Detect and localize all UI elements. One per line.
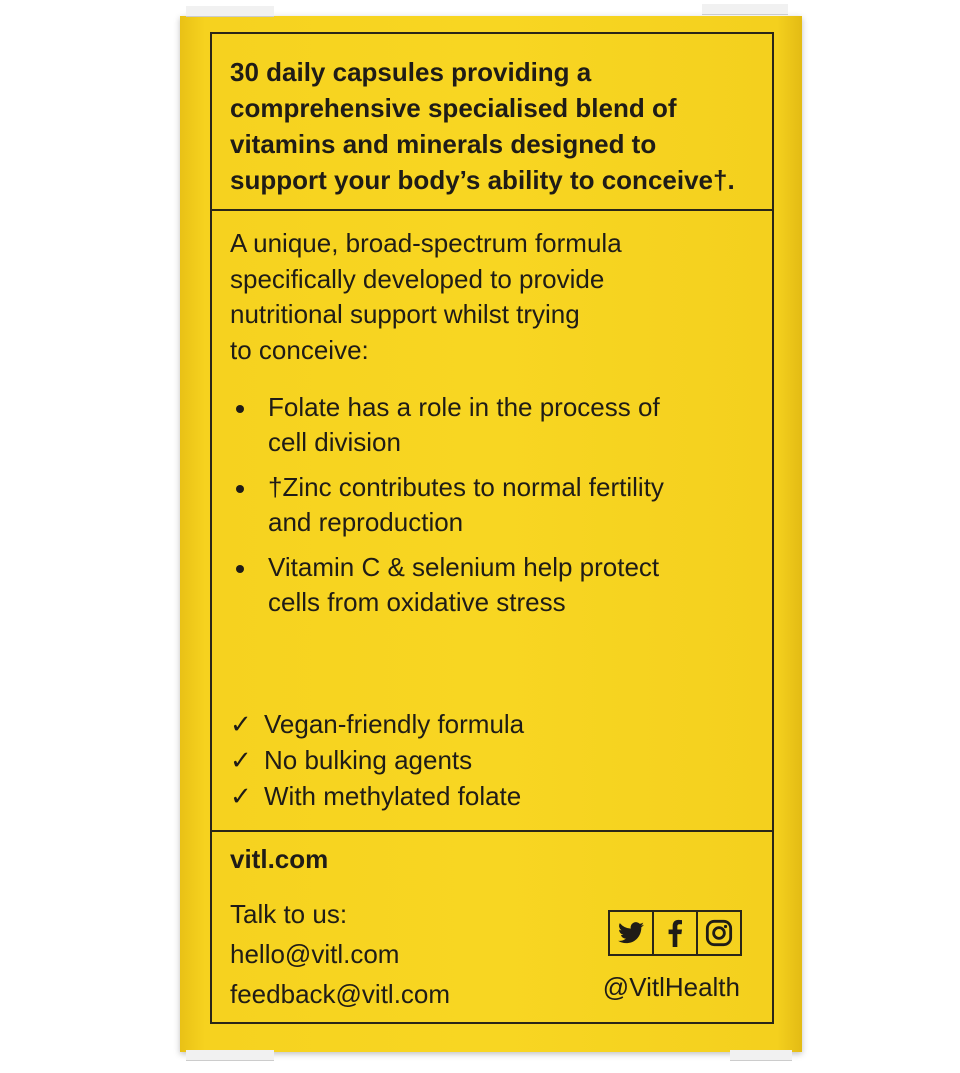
check-item (230, 778, 524, 814)
email-hello[interactable]: hello@vitl.com (230, 939, 400, 969)
box-flap (702, 4, 788, 15)
check-icon: ✓ (230, 781, 252, 811)
lead-text (212, 54, 772, 198)
info-panel (210, 32, 774, 1024)
check-item (230, 706, 524, 742)
facebook-icon[interactable] (652, 912, 696, 954)
item-line: Vitamin C & selenium help protect (268, 552, 660, 582)
box-flap (730, 1050, 792, 1061)
item-line: cell division (268, 427, 401, 457)
list-item (230, 550, 762, 620)
twitter-icon[interactable] (610, 912, 652, 954)
check-label: With methylated folate (264, 781, 522, 811)
list-item (230, 470, 762, 540)
item-line: and reproduction (268, 507, 464, 537)
intro-line: to conceive: (230, 334, 369, 365)
check-icon: ✓ (230, 709, 252, 739)
contact-footer (230, 832, 754, 1022)
intro-line: A unique, broad-spectrum formula (230, 228, 622, 258)
intro-line: nutritional support whilst trying (230, 299, 580, 329)
check-item (230, 742, 524, 778)
list-item (230, 390, 762, 460)
lead-line: support your body’s ability to conceive†. (230, 165, 735, 195)
box-flap (186, 1050, 274, 1061)
website-link[interactable]: vitl.com (230, 844, 329, 874)
benefit-list (230, 390, 762, 630)
intro-text (212, 226, 772, 368)
check-label: No bulking agents (264, 745, 473, 775)
email-feedback[interactable]: feedback@vitl.com (230, 979, 451, 1009)
lead-line: comprehensive specialised blend of (230, 93, 677, 123)
box-flap (186, 6, 274, 17)
contact-block (230, 894, 450, 1014)
item-line: cells from oxidative stress (268, 587, 566, 617)
check-label: Vegan-friendly formula (264, 709, 525, 739)
divider (212, 209, 772, 211)
social-icons (608, 910, 742, 956)
social-handle[interactable]: @VitlHealth (602, 972, 740, 1002)
instagram-icon[interactable] (696, 912, 740, 954)
lead-line: 30 daily capsules providing a (230, 57, 592, 87)
item-line: †Zinc contributes to normal fertility (268, 472, 664, 502)
feature-checklist (230, 706, 524, 814)
intro-line: specifically developed to provide (230, 263, 605, 294)
check-icon: ✓ (230, 745, 252, 775)
contact-label: Talk to us: (230, 899, 348, 929)
lead-line: vitamins and minerals designed to (230, 129, 657, 159)
item-line: Folate has a role in the process of (268, 392, 660, 422)
